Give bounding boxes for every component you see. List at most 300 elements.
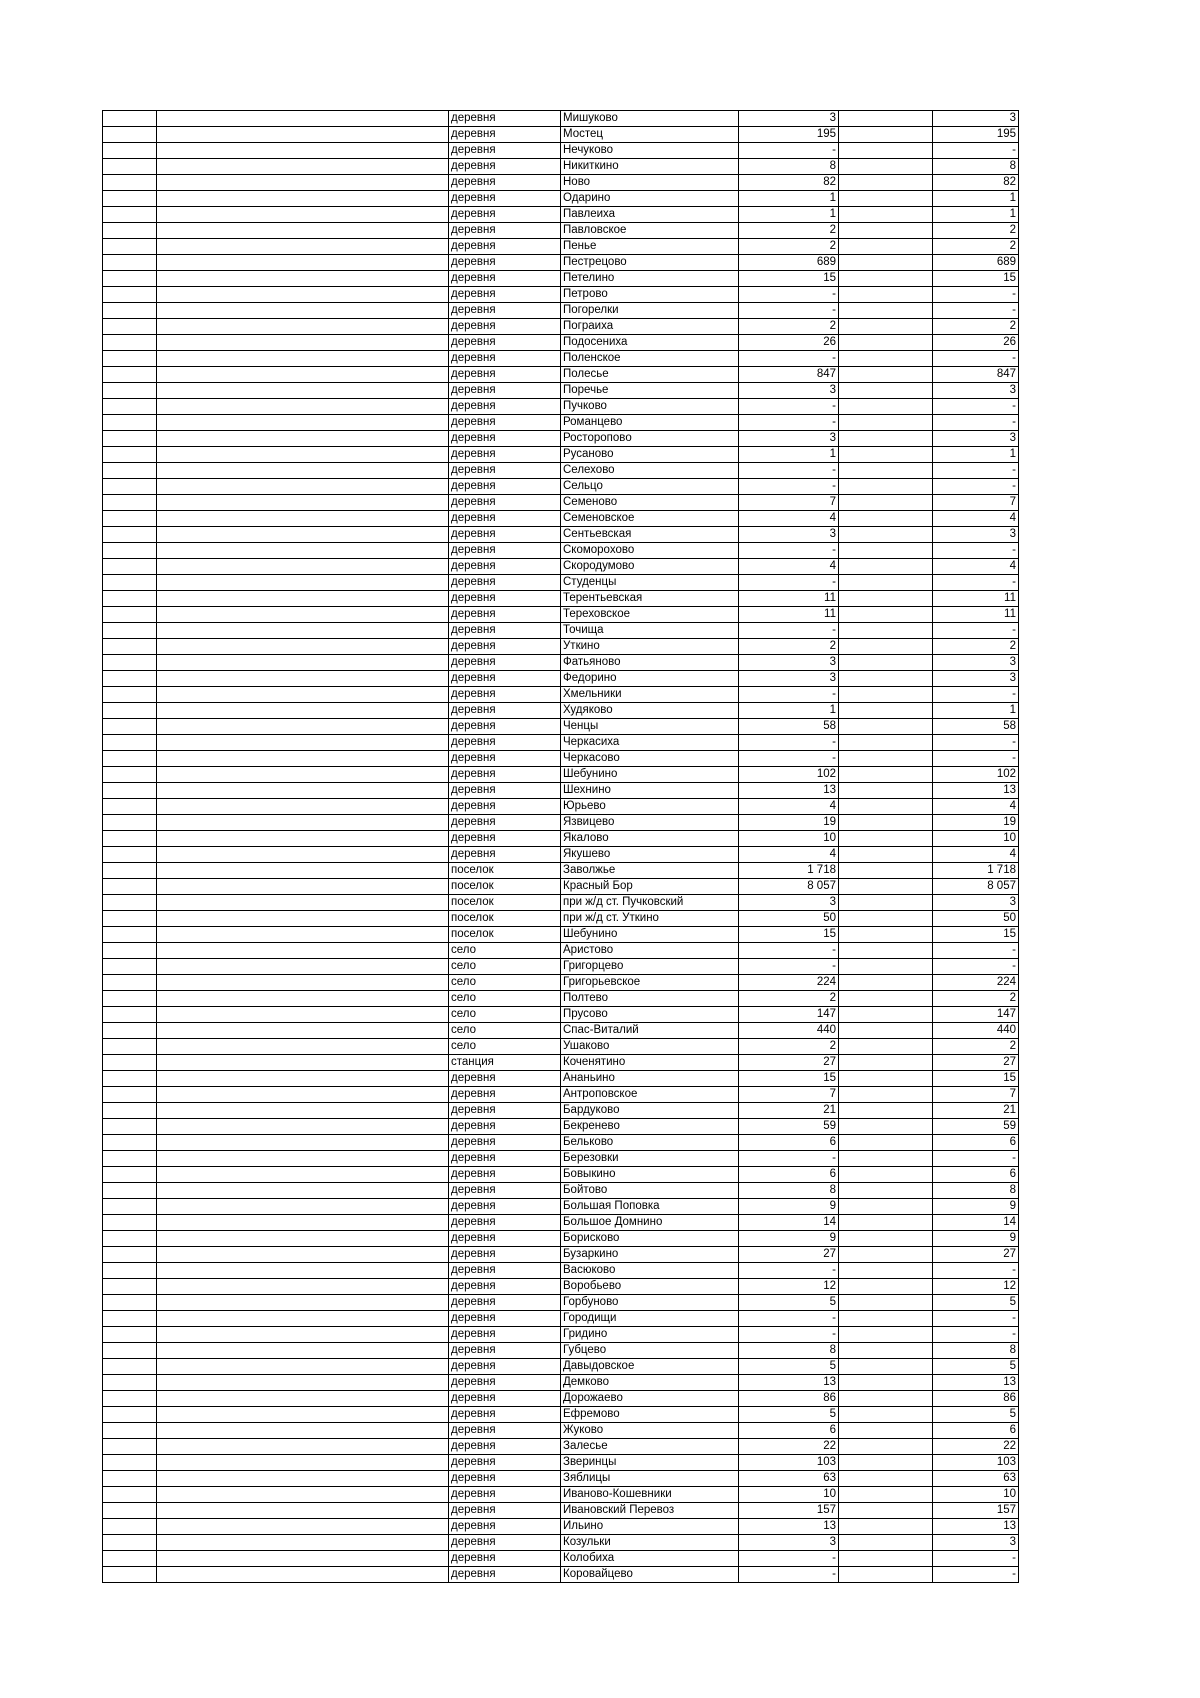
empty-cell: [157, 239, 449, 255]
population-value-b-cell: -: [933, 143, 1019, 159]
table-row: [103, 1567, 1019, 1583]
population-value-a-cell: 7: [739, 1087, 839, 1103]
empty-cell: [157, 559, 449, 575]
settlement-type-cell: деревня: [449, 1103, 561, 1119]
empty-cell: [103, 223, 157, 239]
settlement-type-cell: деревня: [449, 1519, 561, 1535]
settlement-type-cell: деревня: [449, 511, 561, 527]
empty-cell: [839, 335, 933, 351]
population-value-a-cell: 11: [739, 607, 839, 623]
population-value-a-cell: -: [739, 575, 839, 591]
empty-cell: [103, 527, 157, 543]
empty-cell: [157, 175, 449, 191]
settlement-name-cell: Скоморохово: [561, 543, 739, 559]
empty-cell: [103, 1503, 157, 1519]
empty-cell: [839, 1231, 933, 1247]
population-value-a-cell: 7: [739, 495, 839, 511]
population-value-a-cell: 102: [739, 767, 839, 783]
settlement-type-cell: деревня: [449, 111, 561, 127]
population-value-b-cell: 10: [933, 1487, 1019, 1503]
table-row: [103, 575, 1019, 591]
settlement-type-cell: деревня: [449, 799, 561, 815]
empty-cell: [839, 863, 933, 879]
empty-cell: [839, 815, 933, 831]
table-row: [103, 607, 1019, 623]
table-row: [103, 207, 1019, 223]
empty-cell: [839, 383, 933, 399]
population-value-b-cell: 8 057: [933, 879, 1019, 895]
settlement-type-cell: деревня: [449, 1407, 561, 1423]
population-value-a-cell: 2: [739, 223, 839, 239]
settlement-name-cell: Ушаково: [561, 1039, 739, 1055]
population-value-a-cell: -: [739, 1551, 839, 1567]
empty-cell: [157, 879, 449, 895]
population-value-a-cell: 1: [739, 207, 839, 223]
empty-cell: [157, 415, 449, 431]
empty-cell: [157, 111, 449, 127]
table-row: [103, 1375, 1019, 1391]
settlement-name-cell: Прусово: [561, 1007, 739, 1023]
table-row: [103, 223, 1019, 239]
population-value-b-cell: 82: [933, 175, 1019, 191]
settlement-name-cell: Васюково: [561, 1263, 739, 1279]
settlement-name-cell: Терентьевская: [561, 591, 739, 607]
empty-cell: [157, 479, 449, 495]
empty-cell: [839, 287, 933, 303]
table-row: [103, 287, 1019, 303]
population-value-a-cell: 157: [739, 1503, 839, 1519]
table-row: [103, 799, 1019, 815]
settlement-name-cell: Бардуково: [561, 1103, 739, 1119]
empty-cell: [839, 303, 933, 319]
settlement-name-cell: Точища: [561, 623, 739, 639]
settlement-name-cell: Бузаркино: [561, 1247, 739, 1263]
population-value-b-cell: 440: [933, 1023, 1019, 1039]
table-row: [103, 735, 1019, 751]
settlement-type-cell: деревня: [449, 303, 561, 319]
settlement-name-cell: Ананьино: [561, 1071, 739, 1087]
settlement-type-cell: село: [449, 943, 561, 959]
empty-cell: [157, 495, 449, 511]
settlement-name-cell: Воробьево: [561, 1279, 739, 1295]
settlement-name-cell: Сентьевская: [561, 527, 739, 543]
settlement-type-cell: деревня: [449, 559, 561, 575]
population-value-a-cell: 27: [739, 1055, 839, 1071]
population-value-a-cell: -: [739, 1327, 839, 1343]
settlement-name-cell: Большое Домнино: [561, 1215, 739, 1231]
empty-cell: [839, 271, 933, 287]
empty-cell: [839, 1007, 933, 1023]
empty-cell: [839, 1375, 933, 1391]
population-value-a-cell: -: [739, 687, 839, 703]
settlement-name-cell: Скородумово: [561, 559, 739, 575]
population-value-a-cell: 4: [739, 799, 839, 815]
population-value-b-cell: -: [933, 399, 1019, 415]
empty-cell: [103, 1263, 157, 1279]
empty-cell: [157, 1023, 449, 1039]
table-row: [103, 319, 1019, 335]
empty-cell: [157, 1295, 449, 1311]
settlement-name-cell: Бовыкино: [561, 1167, 739, 1183]
population-value-b-cell: -: [933, 1327, 1019, 1343]
empty-cell: [839, 1151, 933, 1167]
empty-cell: [103, 447, 157, 463]
table-row: [103, 175, 1019, 191]
population-value-b-cell: -: [933, 1551, 1019, 1567]
population-value-a-cell: 3: [739, 527, 839, 543]
settlement-name-cell: Красный Бор: [561, 879, 739, 895]
settlement-name-cell: Худяково: [561, 703, 739, 719]
settlement-name-cell: Якушево: [561, 847, 739, 863]
population-value-a-cell: -: [739, 751, 839, 767]
table-row: [103, 1311, 1019, 1327]
empty-cell: [157, 895, 449, 911]
settlement-type-cell: деревня: [449, 1423, 561, 1439]
population-value-b-cell: -: [933, 287, 1019, 303]
population-value-b-cell: 3: [933, 671, 1019, 687]
empty-cell: [157, 1311, 449, 1327]
settlement-name-cell: Погорелки: [561, 303, 739, 319]
population-value-a-cell: 5: [739, 1359, 839, 1375]
empty-cell: [103, 671, 157, 687]
population-value-b-cell: -: [933, 623, 1019, 639]
empty-cell: [839, 847, 933, 863]
empty-cell: [103, 703, 157, 719]
empty-cell: [103, 1167, 157, 1183]
settlement-type-cell: деревня: [449, 1135, 561, 1151]
settlement-type-cell: деревня: [449, 399, 561, 415]
population-value-b-cell: 195: [933, 127, 1019, 143]
settlement-type-cell: село: [449, 1023, 561, 1039]
empty-cell: [157, 223, 449, 239]
empty-cell: [103, 1247, 157, 1263]
empty-cell: [103, 159, 157, 175]
population-value-a-cell: 3: [739, 671, 839, 687]
table-row: [103, 815, 1019, 831]
table-row: [103, 271, 1019, 287]
empty-cell: [839, 703, 933, 719]
settlement-type-cell: деревня: [449, 671, 561, 687]
empty-cell: [839, 991, 933, 1007]
empty-cell: [839, 1135, 933, 1151]
empty-cell: [157, 1167, 449, 1183]
empty-cell: [839, 607, 933, 623]
table-row: [103, 1231, 1019, 1247]
empty-cell: [157, 207, 449, 223]
settlement-type-cell: деревня: [449, 719, 561, 735]
settlement-type-cell: деревня: [449, 1247, 561, 1263]
population-value-b-cell: -: [933, 1151, 1019, 1167]
empty-cell: [157, 639, 449, 655]
settlement-type-cell: деревня: [449, 1487, 561, 1503]
settlement-name-cell: Давыдовское: [561, 1359, 739, 1375]
settlement-type-cell: деревня: [449, 271, 561, 287]
empty-cell: [157, 431, 449, 447]
empty-cell: [103, 351, 157, 367]
table-row: [103, 1103, 1019, 1119]
empty-cell: [103, 943, 157, 959]
empty-cell: [839, 1407, 933, 1423]
table-row: [103, 495, 1019, 511]
population-value-b-cell: 2: [933, 239, 1019, 255]
settlement-type-cell: деревня: [449, 1551, 561, 1567]
population-value-b-cell: -: [933, 351, 1019, 367]
table-row: [103, 1119, 1019, 1135]
population-value-a-cell: 3: [739, 655, 839, 671]
empty-cell: [103, 1135, 157, 1151]
settlement-type-cell: деревня: [449, 575, 561, 591]
empty-cell: [839, 1343, 933, 1359]
empty-cell: [157, 799, 449, 815]
table-row: [103, 415, 1019, 431]
settlement-type-cell: деревня: [449, 191, 561, 207]
population-value-a-cell: -: [739, 1311, 839, 1327]
table-row: [103, 1295, 1019, 1311]
population-value-a-cell: 10: [739, 1487, 839, 1503]
empty-cell: [839, 623, 933, 639]
population-value-a-cell: 58: [739, 719, 839, 735]
empty-cell: [839, 879, 933, 895]
settlement-type-cell: поселок: [449, 895, 561, 911]
empty-cell: [839, 1567, 933, 1583]
empty-cell: [839, 1087, 933, 1103]
population-value-a-cell: 2: [739, 239, 839, 255]
empty-cell: [157, 1519, 449, 1535]
settlement-name-cell: Павловское: [561, 223, 739, 239]
settlement-name-cell: Спас-Виталий: [561, 1023, 739, 1039]
empty-cell: [157, 783, 449, 799]
empty-cell: [839, 719, 933, 735]
empty-cell: [839, 1295, 933, 1311]
empty-cell: [839, 655, 933, 671]
table-row: [103, 1503, 1019, 1519]
empty-cell: [839, 1039, 933, 1055]
settlement-name-cell: Бекренево: [561, 1119, 739, 1135]
empty-cell: [839, 1455, 933, 1471]
settlement-type-cell: деревня: [449, 287, 561, 303]
empty-cell: [103, 415, 157, 431]
settlement-name-cell: Пучково: [561, 399, 739, 415]
population-value-b-cell: 59: [933, 1119, 1019, 1135]
settlement-type-cell: деревня: [449, 335, 561, 351]
population-value-a-cell: 224: [739, 975, 839, 991]
population-value-a-cell: 12: [739, 1279, 839, 1295]
settlement-name-cell: Черкасово: [561, 751, 739, 767]
empty-cell: [839, 1471, 933, 1487]
population-value-b-cell: 58: [933, 719, 1019, 735]
empty-cell: [103, 495, 157, 511]
empty-cell: [103, 719, 157, 735]
population-value-a-cell: 14: [739, 1215, 839, 1231]
settlement-type-cell: деревня: [449, 1327, 561, 1343]
empty-cell: [103, 1007, 157, 1023]
population-value-a-cell: 13: [739, 1375, 839, 1391]
empty-cell: [103, 959, 157, 975]
empty-cell: [157, 1103, 449, 1119]
population-value-a-cell: 15: [739, 927, 839, 943]
empty-cell: [839, 927, 933, 943]
empty-cell: [157, 591, 449, 607]
settlement-name-cell: Черкасиха: [561, 735, 739, 751]
population-value-a-cell: -: [739, 1567, 839, 1583]
empty-cell: [839, 175, 933, 191]
settlement-name-cell: Ивановский Перевоз: [561, 1503, 739, 1519]
table-row: [103, 687, 1019, 703]
empty-cell: [103, 191, 157, 207]
settlement-type-cell: деревня: [449, 1279, 561, 1295]
settlement-type-cell: станция: [449, 1055, 561, 1071]
settlement-type-cell: деревня: [449, 607, 561, 623]
population-value-a-cell: 50: [739, 911, 839, 927]
population-value-a-cell: 21: [739, 1103, 839, 1119]
settlement-name-cell: Залесье: [561, 1439, 739, 1455]
population-value-a-cell: 4: [739, 511, 839, 527]
settlement-type-cell: деревня: [449, 751, 561, 767]
empty-cell: [103, 1311, 157, 1327]
empty-cell: [839, 575, 933, 591]
empty-cell: [103, 1103, 157, 1119]
empty-cell: [157, 271, 449, 287]
population-value-a-cell: 9: [739, 1199, 839, 1215]
empty-cell: [157, 1279, 449, 1295]
empty-cell: [103, 271, 157, 287]
empty-cell: [157, 1119, 449, 1135]
table-row: [103, 463, 1019, 479]
empty-cell: [839, 143, 933, 159]
empty-cell: [157, 1055, 449, 1071]
empty-cell: [839, 895, 933, 911]
settlement-type-cell: деревня: [449, 223, 561, 239]
population-value-b-cell: 6: [933, 1167, 1019, 1183]
empty-cell: [839, 1535, 933, 1551]
empty-cell: [157, 1151, 449, 1167]
settlement-type-cell: поселок: [449, 911, 561, 927]
population-value-a-cell: -: [739, 303, 839, 319]
table-row: [103, 831, 1019, 847]
population-value-b-cell: -: [933, 687, 1019, 703]
population-value-a-cell: 3: [739, 111, 839, 127]
empty-cell: [839, 831, 933, 847]
empty-cell: [103, 1391, 157, 1407]
empty-cell: [157, 367, 449, 383]
table-row: [103, 671, 1019, 687]
settlement-type-cell: деревня: [449, 543, 561, 559]
empty-cell: [103, 1487, 157, 1503]
table-row: [103, 1055, 1019, 1071]
empty-cell: [157, 1247, 449, 1263]
table-row: [103, 1343, 1019, 1359]
population-value-a-cell: 2: [739, 319, 839, 335]
empty-cell: [103, 927, 157, 943]
empty-cell: [157, 815, 449, 831]
population-value-b-cell: 8: [933, 1183, 1019, 1199]
settlement-name-cell: Пестрецово: [561, 255, 739, 271]
empty-cell: [839, 367, 933, 383]
empty-cell: [157, 655, 449, 671]
population-value-b-cell: 847: [933, 367, 1019, 383]
table-row: [103, 911, 1019, 927]
settlement-name-cell: Ефремово: [561, 1407, 739, 1423]
settlement-name-cell: Горбуново: [561, 1295, 739, 1311]
empty-cell: [103, 1023, 157, 1039]
population-value-a-cell: 8: [739, 1343, 839, 1359]
empty-cell: [103, 111, 157, 127]
empty-cell: [103, 1407, 157, 1423]
empty-cell: [839, 1423, 933, 1439]
empty-cell: [839, 255, 933, 271]
empty-cell: [839, 1263, 933, 1279]
settlement-type-cell: деревня: [449, 1295, 561, 1311]
population-value-b-cell: 1: [933, 207, 1019, 223]
population-value-a-cell: 6: [739, 1167, 839, 1183]
empty-cell: [103, 1375, 157, 1391]
table-row: [103, 1407, 1019, 1423]
population-value-b-cell: 10: [933, 831, 1019, 847]
table-row: [103, 1087, 1019, 1103]
empty-cell: [157, 1551, 449, 1567]
settlement-type-cell: деревня: [449, 1535, 561, 1551]
empty-cell: [157, 1135, 449, 1151]
settlement-name-cell: Семеновское: [561, 511, 739, 527]
settlement-name-cell: Ростороповo: [561, 431, 739, 447]
empty-cell: [157, 191, 449, 207]
table-row: [103, 1183, 1019, 1199]
settlement-name-cell: Аристово: [561, 943, 739, 959]
settlement-type-cell: деревня: [449, 767, 561, 783]
empty-cell: [157, 1215, 449, 1231]
population-value-b-cell: -: [933, 735, 1019, 751]
empty-cell: [839, 975, 933, 991]
empty-cell: [103, 1359, 157, 1375]
table-row: [103, 479, 1019, 495]
empty-cell: [103, 1295, 157, 1311]
settlement-type-cell: деревня: [449, 1503, 561, 1519]
settlement-type-cell: деревня: [449, 847, 561, 863]
empty-cell: [103, 255, 157, 271]
table-row: [103, 159, 1019, 175]
empty-cell: [103, 543, 157, 559]
empty-cell: [157, 511, 449, 527]
empty-cell: [157, 127, 449, 143]
empty-cell: [103, 1087, 157, 1103]
table-row: [103, 1423, 1019, 1439]
empty-cell: [839, 911, 933, 927]
settlement-type-cell: деревня: [449, 367, 561, 383]
empty-cell: [103, 751, 157, 767]
population-value-b-cell: 3: [933, 1535, 1019, 1551]
empty-cell: [103, 399, 157, 415]
settlement-name-cell: Юрьево: [561, 799, 739, 815]
population-value-a-cell: 15: [739, 1071, 839, 1087]
population-value-b-cell: -: [933, 303, 1019, 319]
settlement-name-cell: Березовки: [561, 1151, 739, 1167]
settlement-type-cell: деревня: [449, 319, 561, 335]
settlement-type-cell: поселок: [449, 879, 561, 895]
empty-cell: [157, 1183, 449, 1199]
table-row: [103, 1135, 1019, 1151]
empty-cell: [157, 927, 449, 943]
population-value-b-cell: -: [933, 463, 1019, 479]
population-value-b-cell: 4: [933, 799, 1019, 815]
population-value-b-cell: -: [933, 1263, 1019, 1279]
population-value-a-cell: 13: [739, 1519, 839, 1535]
settlement-type-cell: деревня: [449, 351, 561, 367]
settlement-name-cell: Колобиха: [561, 1551, 739, 1567]
empty-cell: [839, 1279, 933, 1295]
empty-cell: [103, 175, 157, 191]
population-value-b-cell: -: [933, 1311, 1019, 1327]
empty-cell: [157, 335, 449, 351]
